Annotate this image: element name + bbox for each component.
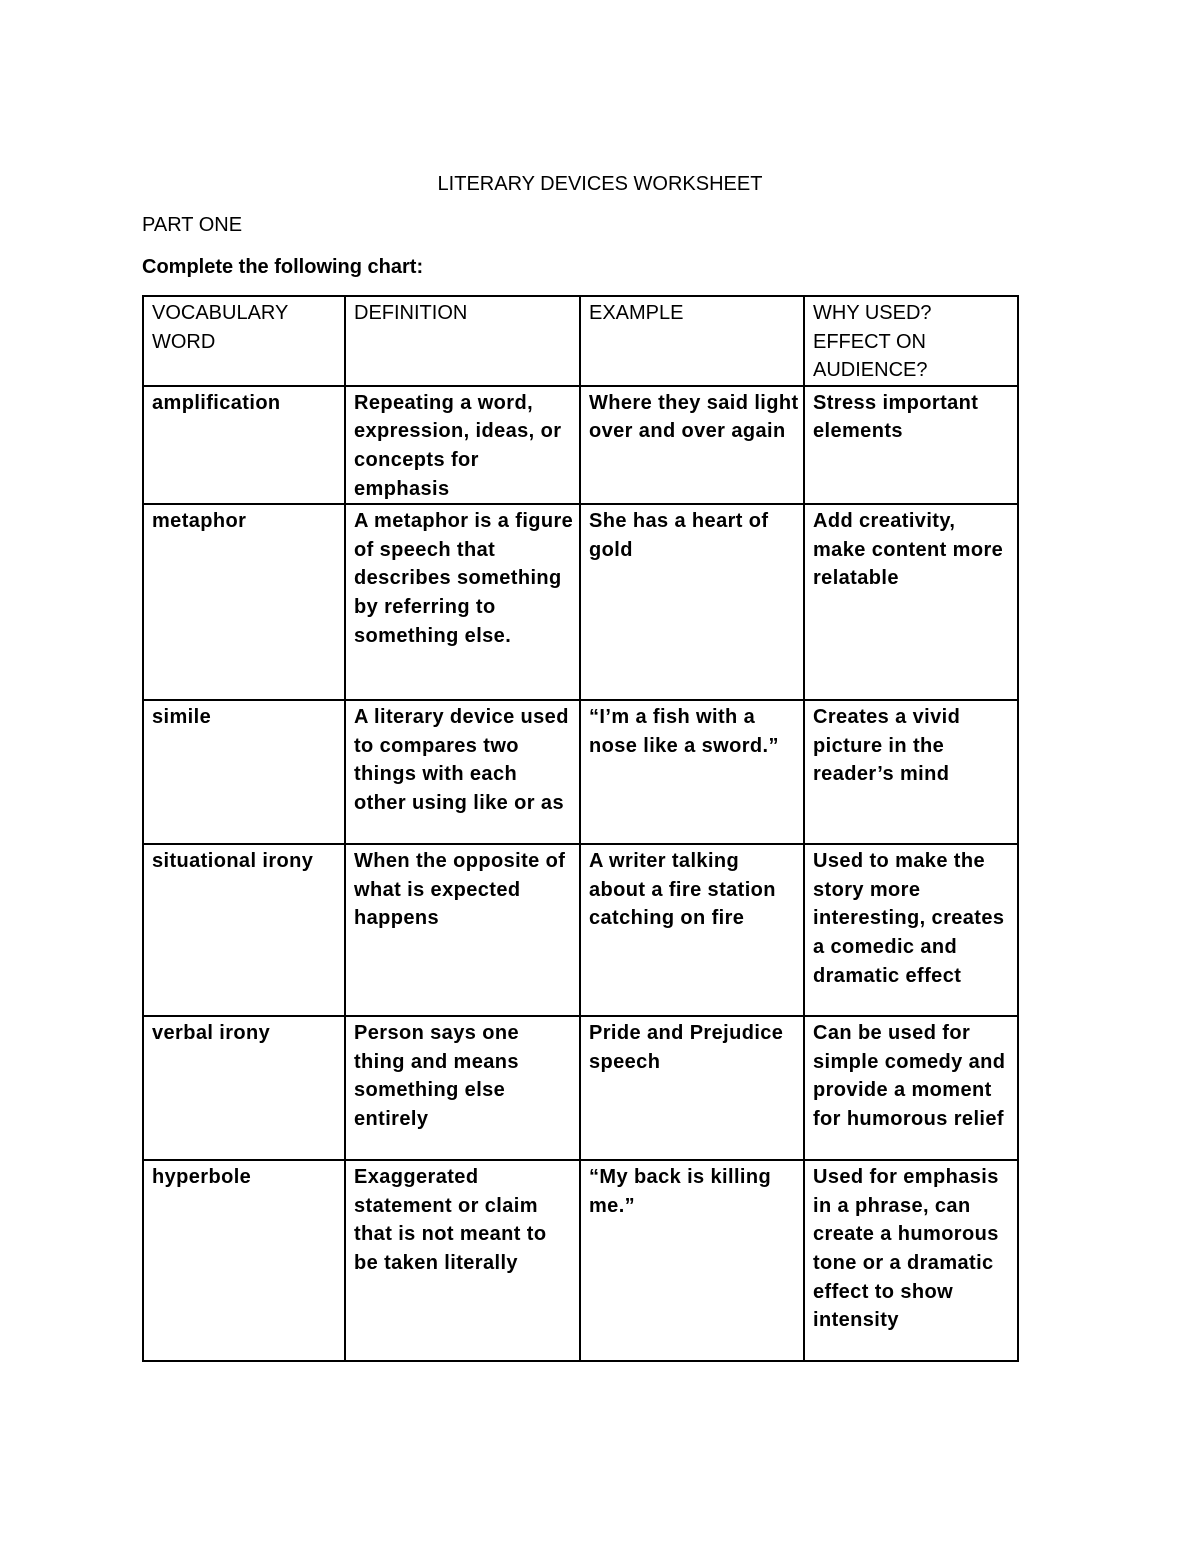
cell-example: She has a heart of gold: [580, 504, 804, 700]
cell-example: A writer talking about a fire station catching on fire: [580, 844, 804, 1016]
table-row: [143, 386, 1018, 504]
cell-word: verbal irony: [143, 1016, 345, 1160]
table-row: [143, 1160, 1018, 1361]
header-example: EXAMPLE: [580, 296, 804, 386]
cell-definition: When the opposite of what is expected happens: [345, 844, 580, 1016]
cell-definition: Repeating a word, expression, ideas, or concepts for emphasis: [345, 386, 580, 504]
cell-definition: Exaggerated statement or claim that is not meant to be taken literally: [345, 1160, 580, 1361]
cell-effect: Stress important elements: [804, 386, 1018, 504]
cell-example: Where they said light over and over again: [580, 386, 804, 504]
cell-word: amplification: [143, 386, 345, 504]
worksheet-title: LITERARY DEVICES WORKSHEET: [437, 173, 763, 195]
table-row: [143, 700, 1018, 844]
part-heading: PART ONE: [142, 214, 243, 236]
cell-effect: Creates a vivid picture in the reader’s mind: [804, 700, 1018, 844]
table-row: [143, 844, 1018, 1016]
cell-word: situational irony: [143, 844, 345, 1016]
cell-definition: A literary device used to compares two things with each other using like or as: [345, 700, 580, 844]
cell-example: Pride and Prejudice speech: [580, 1016, 804, 1160]
header-vocabulary-word: VOCABULARY WORD: [143, 296, 345, 386]
cell-definition: Person says one thing and means something else entirely: [345, 1016, 580, 1160]
cell-effect: Can be used for simple comedy and provide a moment for humorous relief: [804, 1016, 1018, 1160]
cell-word: metaphor: [143, 504, 345, 700]
cell-example: “My back is killing me.”: [580, 1160, 804, 1361]
cell-effect: Add creativity, make content more relatable: [804, 504, 1018, 700]
table-row: [143, 504, 1018, 700]
cell-word: hyperbole: [143, 1160, 345, 1361]
instructions: Complete the following chart:: [142, 256, 424, 278]
cell-definition: A metaphor is a figure of speech that describes something by referring to something else.: [345, 504, 580, 700]
cell-effect: Used to make the story more interesting, creates a comedic and dramatic effect: [804, 844, 1018, 1016]
header-why-used: WHY USED? EFFECT ON AUDIENCE?: [804, 296, 1018, 386]
literary-devices-table: [142, 295, 1019, 1362]
table-header-row: [143, 296, 1018, 386]
cell-word: simile: [143, 700, 345, 844]
cell-example: “I’m a fish with a nose like a sword.”: [580, 700, 804, 844]
table-row: [143, 1016, 1018, 1160]
header-definition: DEFINITION: [345, 296, 580, 386]
cell-effect: Used for emphasis in a phrase, can create a humorous tone or a dramatic effect to show intensity: [804, 1160, 1018, 1361]
